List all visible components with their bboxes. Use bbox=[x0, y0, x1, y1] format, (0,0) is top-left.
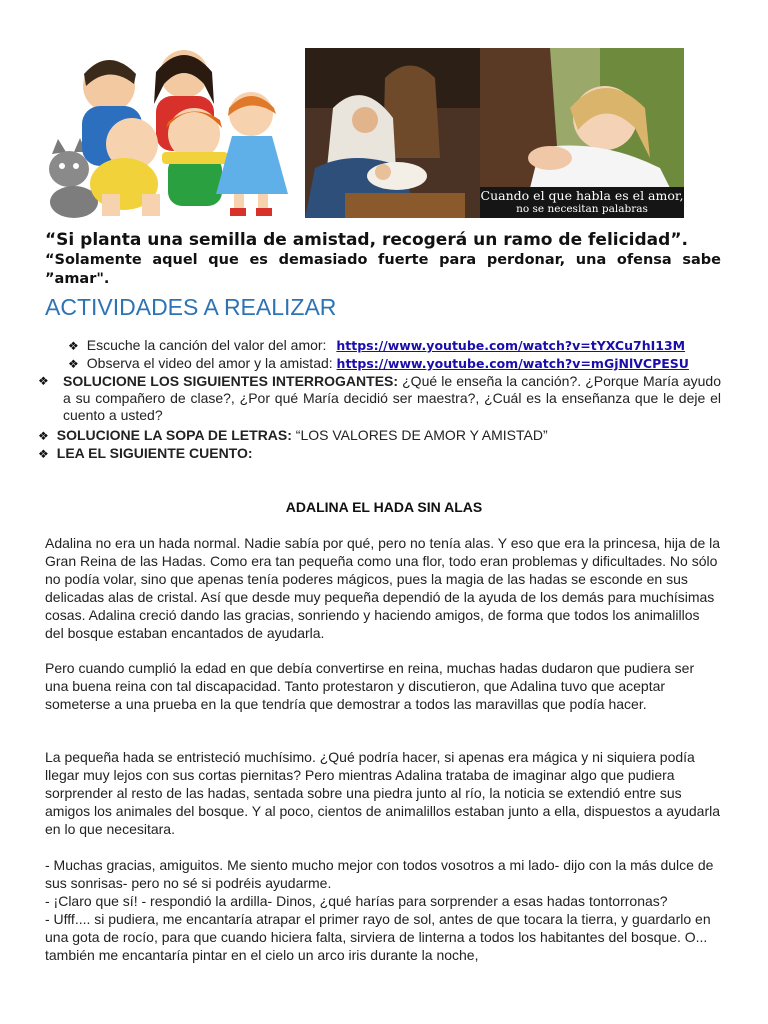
story-dialogue-3: - Ufff.... si pudiera, me encantaría atrapar el primer rayo de sol, antes de que tocara la tierra, y guardarlo en una gota de rocío, para que cuando hiciera falta, sirviera de linterna a todos los habitantes del bosque. O... también me encantaría pintar en el cielo un arco iris durante la noche, bbox=[45, 911, 711, 963]
diamond-bullet-icon: ❖ bbox=[68, 357, 79, 371]
quote-friendship: “Si planta una semilla de amistad, recogerá un ramo de felicidad”. bbox=[45, 230, 688, 250]
video-link[interactable]: https://www.youtube.com/watch?v=mGjNlVCPESU bbox=[336, 356, 689, 371]
diamond-bullet-icon: ❖ bbox=[38, 429, 49, 443]
activity-3: ❖ SOLUCIONE LOS SIGUIENTES INTERROGANTES: ¿Qué le enseña la canción?. ¿Porque María ayudo a su compañero de clase?, ¿Por qué María decidió ser maestra?, ¿Cuál es la enseñanza que le deje el cuento a usted? bbox=[38, 373, 721, 423]
activity-1: ❖ Escuche la canción del valor del amor: https://www.youtube.com/watch?v=tYXCu7hI13M bbox=[68, 337, 686, 353]
diamond-bullet-icon: ❖ bbox=[38, 447, 49, 461]
activity-4: ❖ SOLUCIONE LA SOPA DE LETRAS: “LOS VALORES DE AMOR Y AMISTAD” bbox=[38, 427, 548, 443]
story-title: ADALINA EL HADA SIN ALAS bbox=[285, 499, 483, 515]
image-caption-line2: no se necesitan palabras bbox=[516, 203, 648, 215]
children-cartoon-image bbox=[44, 44, 298, 220]
image-caption-line1: Cuando el que habla es el amor, bbox=[480, 188, 684, 203]
song-link[interactable]: https://www.youtube.com/watch?v=tYXCu7hI13M bbox=[336, 338, 686, 353]
page-title: ACTIVIDADES A REALIZAR bbox=[45, 294, 337, 320]
mother-daughter-hug-image bbox=[480, 48, 684, 218]
story-paragraph-1: Adalina no era un hada normal. Nadie sabía por qué, pero no tenía alas. Y eso que era la princesa, hija de la Gran Reina de las Hadas. Como era tan pequeña como una flor, todo eran problemas y dificultades. No sólo no podía volar, sino que apenas tenía poderes mágicos, pues la magia de las hadas se esconde en sus delicadas alas de cristal. Así que desde muy pequeña dependió de la ayuda de los demás para muchísimas cosas. Adalina creció dando las gracias, sonriendo y haciendo amigos, de forma que todos los animalillos del bosque estaban encantados de ayudarla. bbox=[45, 535, 721, 641]
story-paragraph-3: La pequeña hada se entristeció muchísimo. ¿Qué podría hacer, si apenas era mágica y ni siquiera podía llegar muy lejos con sus cortas piernitas? Pero mientras Adalina trataba de imaginar algo que pudiera sorprender al resto de las hadas, sentada sobre una piedra junto al río, la noticia se extendió entre sus amigos los animales del bosque. Y al poco, cientos de animalillos estaban junto a ella, dispuestos a ayudarla en lo que necesitara. bbox=[45, 749, 721, 837]
diamond-bullet-icon: ❖ bbox=[38, 374, 49, 388]
activity-5: ❖ LEA EL SIGUIENTE CUENTO: bbox=[38, 445, 253, 461]
nativity-scene-image bbox=[305, 48, 481, 218]
story-paragraph-2: Pero cuando cumplió la edad en que debía convertirse en reina, muchas hadas dudaron que pudiera ser una buena reina con tal discapacidad. Tanto protestaron y discutieron, que Adalina tuvo que aceptar someterse a una prueba en la que tendría que demostrar a todos las maravillas que podía hacer. bbox=[45, 660, 695, 712]
diamond-bullet-icon: ❖ bbox=[68, 339, 79, 353]
story-dialogue-1: - Muchas gracias, amiguitos. Me siento mucho mejor con todos vosotros a mi lado- dijo con la más dulce de sus sonrisas- pero no sé si podréis ayudarme. bbox=[45, 857, 714, 891]
activity-2: ❖ Observa el video del amor y la amistad: https://www.youtube.com/watch?v=mGjNlVCPESU bbox=[68, 355, 689, 371]
quote-forgiveness: “Solamente aquel que es demasiado fuerte para perdonar, una ofensa sabe ”amar". bbox=[45, 252, 721, 287]
story-dialogue-2: - ¡Claro que sí! - respondió la ardilla- Dinos, ¿qué harías para sorprender a esas hadas tontorronas? bbox=[45, 893, 668, 909]
